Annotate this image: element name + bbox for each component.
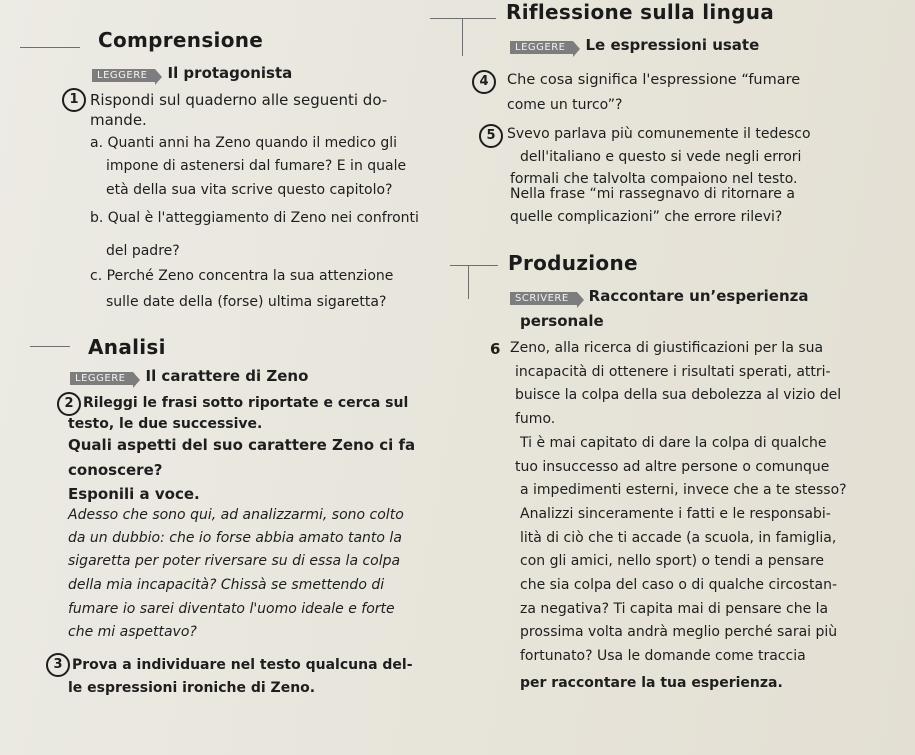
section-title-produzione: Produzione [508,251,638,275]
ex6-line-11: che sia colpa del caso o di qualche circostan- [520,577,838,593]
ex6-line-4: fumo. [515,411,556,427]
ex1b-line-1: b. Qual è l'atteggiamento di Zeno nei confronti [90,210,419,226]
divider-produzione-vertical [468,265,469,299]
ex4-line-1: Che cosa significa l'espressione “fumare [507,72,801,88]
ex2-question-2: conoscere? [68,461,163,479]
ex1c-line-1: c. Perché Zeno concentra la sua attenzione [90,268,394,284]
ex1-line-2: mande. [90,111,147,129]
divider-riflessione [430,18,496,19]
subtitle-protagonista: Il protagonista [167,64,293,82]
ex5-line-2: dell'italiano e questo si vede negli errori [520,149,802,165]
quote-line-2: da un dubbio: che io forse abbia amato tanto la [68,530,402,546]
ex3-line-1: Prova a individuare nel testo qualcuna del- [72,657,413,673]
section-title-comprensione: Comprensione [98,28,264,52]
exercise-number-4: 4 [472,70,496,94]
ex1a-line-2: impone di astenersi dal fumare? E in quale [106,158,407,174]
section-header-raccontare [510,286,809,305]
divider-analisi [30,346,70,347]
ex6-line-8: Analizzi sinceramente i fatti e le responsabi- [520,506,831,522]
exercise-number-6: 6 [490,340,501,358]
ex6-line-5: Ti è mai capitato di dare la colpa di qualche [520,435,827,451]
ex1b-line-2: del padre? [106,243,180,259]
divider-riflessione-vertical [462,18,463,56]
badge-leggere-analisi: LEGGERE [70,372,133,385]
subtitle-carattere: Il carattere di Zeno [145,367,309,385]
section-title-riflessione: Riflessione sulla lingua [506,0,775,24]
ex2-question-3: Esponili a voce. [68,485,200,503]
quote-line-6: che mi aspettavo? [68,624,197,640]
ex6-line-3: buisce la colpa della sua debolezza al vizio del [515,387,842,403]
quote-line-3: sigaretta per poter riversare su di essa la colpa [68,553,401,569]
quote-line-5: fumare io sarei diventato l'uomo ideale e forte [68,601,395,617]
ex2-line-2: testo, le due successive. [68,416,263,432]
exercise-number-2: 2 [57,392,81,416]
subtitle-personale: personale [520,312,604,330]
ex1a-line-3: età della sua vita scrive questo capitolo? [106,182,393,198]
ex1-line-1: Rispondi sul quaderno alle seguenti do- [90,91,388,109]
ex1a-line-1: a. Quanti anni ha Zeno quando il medico gli [90,135,398,151]
ex3-line-2: le espressioni ironiche di Zeno. [68,680,316,696]
ex6-line-6: tuo insuccesso ad altre persone o comunque [515,459,830,475]
badge-leggere-riflessione: LEGGERE [510,41,573,54]
ex6-line-12: za negativa? Ti capita mai di pensare che la [520,601,829,617]
ex5-line-5: quelle complicazioni” che errore rilevi? [510,209,783,225]
ex6-line-15: per raccontare la tua esperienza. [520,675,783,691]
section-header-espressioni [510,35,759,54]
ex5-line-4: Nella frase “mi rassegnavo di ritornare a [510,186,795,202]
ex6-line-10: con gli amici, nello sport) o tendi a pensare [520,553,825,569]
ex2-line-1: Rileggi le frasi sotto riportate e cerca sul [83,395,409,411]
ex6-line-7: a impedimenti esterni, invece che a te stesso? [520,482,847,498]
ex6-line-14: fortunato? Usa le domande come traccia [520,648,806,664]
ex6-line-13: prossima volta andrà meglio perché sarai più [520,624,838,640]
ex6-line-1: Zeno, alla ricerca di giustificazioni per la sua [510,340,824,356]
ex2-question-1: Quali aspetti del suo carattere Zeno ci fa [68,436,416,454]
section-header-carattere [70,366,308,385]
divider-comprensione [20,47,80,48]
exercise-number-5: 5 [479,124,503,148]
exercise-number-3: 3 [46,653,70,677]
badge-leggere: LEGGERE [92,69,155,82]
subtitle-espressioni: Le espressioni usate [585,36,760,54]
ex1c-line-2: sulle date della (forse) ultima sigaretta? [106,294,387,310]
ex6-line-9: lità di ciò che ti accade (a scuola, in famiglia, [520,530,837,546]
section-header-protagonista [92,63,292,82]
section-title-analisi: Analisi [88,335,166,359]
subtitle-raccontare: Raccontare un’esperienza [588,287,809,305]
ex4-line-2: come un turco”? [507,97,623,113]
exercise-number-1: 1 [62,88,86,112]
badge-scrivere: SCRIVERE [510,292,577,305]
ex5-line-3: formali che talvolta compaiono nel testo. [510,171,798,187]
ex5-line-1: Svevo parlava più comunemente il tedesco [507,126,811,142]
quote-line-4: della mia incapacità? Chissà se smettendo di [68,577,385,593]
ex6-line-2: incapacità di ottenere i risultati sperati, attri- [515,364,831,380]
divider-produzione [450,265,498,266]
quote-line-1: Adesso che sono qui, ad analizzarmi, sono colto [68,507,404,523]
